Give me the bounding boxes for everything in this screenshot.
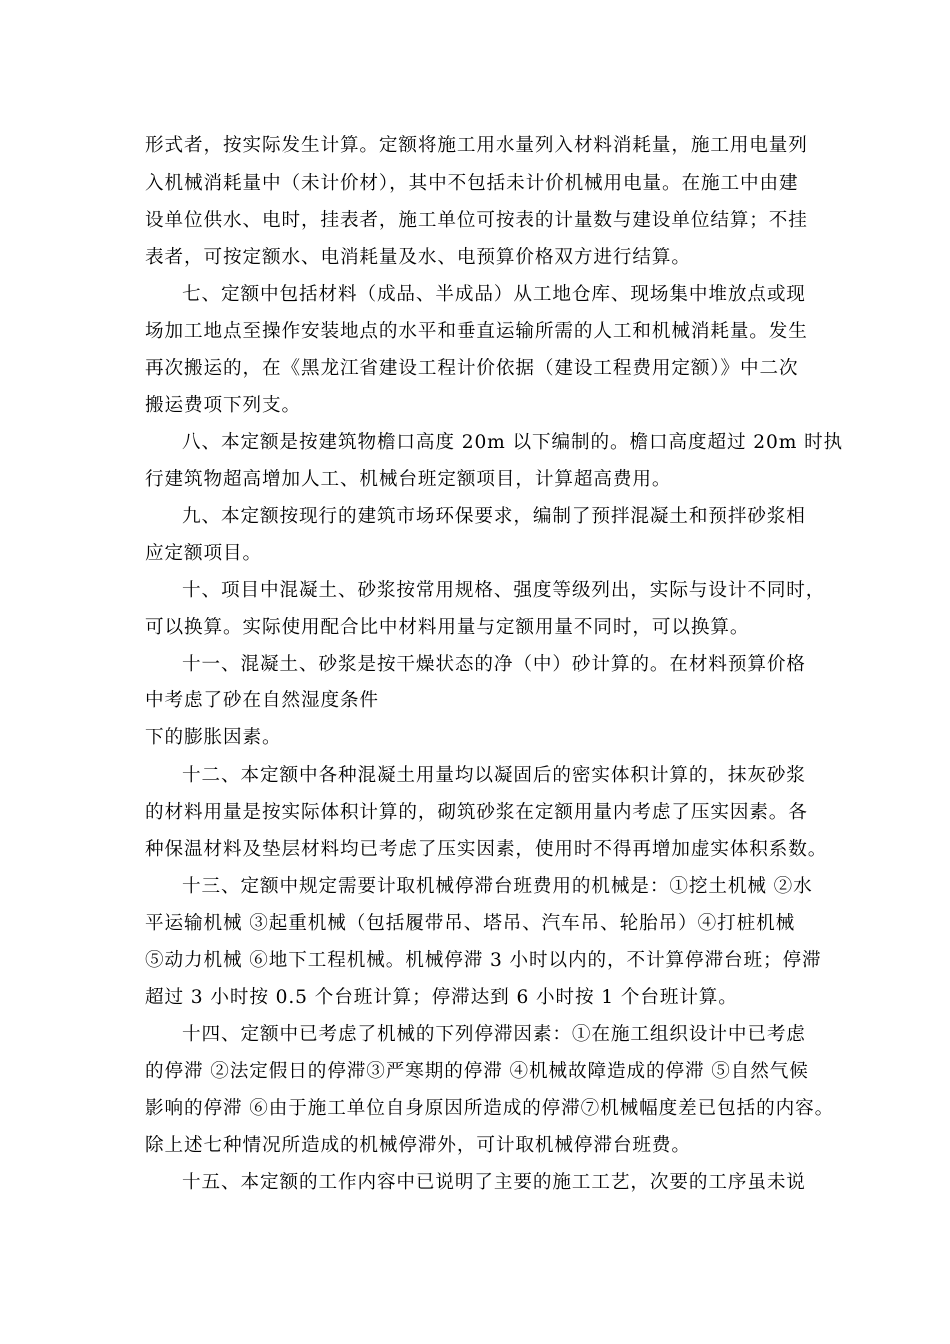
text-line: 设单位供水、电时，挂表者，施工单位可按表的计量数与建设单位结算；不挂 [145, 210, 808, 231]
text-line: 超过 3 小时按 0.5 个台班计算；停滞达到 6 小时按 1 个台班计算。 [145, 987, 738, 1008]
text-line: 搬运费项下列支。 [145, 395, 301, 416]
text-line: 入机械消耗量中（未计价材），其中不包括未计价机械用电量。在施工中由建 [145, 173, 799, 194]
text-line: 场加工地点至操作安装地点的水平和垂直运输所需的人工和机械消耗量。发生 [145, 321, 808, 342]
text-line: 平运输机械 ③起重机械（包括履带吊、塔吊、汽车吊、轮胎吊）④打桩机械 [145, 913, 796, 934]
text-line: 下的膨胀因素。 [145, 727, 282, 748]
text-line: 行建筑物超高增加人工、机械台班定额项目，计算超高费用。 [145, 469, 672, 490]
text-line: 表者，可按定额水、电消耗量及水、电预算价格双方进行结算。 [145, 247, 691, 268]
text-line: 的材料用量是按实际体积计算的，砌筑砂浆在定额用量内考虑了压实因素。各 [145, 802, 808, 823]
text-line: 形式者，按实际发生计算。定额将施工用水量列入材料消耗量，施工用电量列 [145, 135, 808, 156]
text-line: 应定额项目。 [145, 543, 262, 564]
text-line: 的停滞 ②法定假日的停滞③严寒期的停滞 ④机械故障造成的停滞 ⑤自然气候 [145, 1061, 809, 1082]
text-line: 中考虑了砂在自然湿度条件 [145, 690, 379, 711]
text-line: 除上述七种情况所造成的机械停滞外，可计取机械停滞台班费。 [145, 1135, 691, 1156]
text-line: 八、本定额是按建筑物檐口高度 20m 以下编制的。檐口高度超过 20m 时执 [182, 432, 844, 453]
text-line: 十三、定额中规定需要计取机械停滞台班费用的机械是：①挖土机械 ②水 [182, 876, 813, 897]
text-line: ⑤动力机械 ⑥地下工程机械。机械停滞 3 小时以内的，不计算停滞台班；停滞 [145, 950, 822, 971]
text-line: 十二、本定额中各种混凝土用量均以凝固后的密实体积计算的，抹灰砂浆 [182, 765, 806, 786]
text-line: 九、本定额按现行的建筑市场环保要求，编制了预拌混凝土和预拌砂浆相 [182, 506, 806, 527]
text-line: 十、项目中混凝土、砂浆按常用规格、强度等级列出，实际与设计不同时， [182, 580, 826, 601]
text-line: 十四、定额中已考虑了机械的下列停滞因素：①在施工组织设计中已考虑 [182, 1024, 806, 1045]
text-line: 十一、混凝土、砂浆是按干燥状态的净（中）砂计算的。在材料预算价格 [182, 654, 806, 675]
text-line: 影响的停滞 ⑥由于施工单位自身原因所造成的停滞⑦机械幅度差已包括的内容。 [145, 1098, 835, 1119]
text-line: 种保温材料及垫层材料均已考虑了压实因素，使用时不得再增加虚实体积系数。 [145, 839, 828, 860]
text-line: 可以换算。实际使用配合比中材料用量与定额用量不同时，可以换算。 [145, 617, 750, 638]
text-line: 十五、本定额的工作内容中已说明了主要的施工工艺，次要的工序虽未说 [182, 1172, 806, 1193]
text-line: 再次搬运的，在《黑龙江省建设工程计价依据（建设工程费用定额）》中二次 [145, 358, 799, 379]
text-line: 七、定额中包括材料（成品、半成品）从工地仓库、现场集中堆放点或现 [182, 284, 806, 305]
